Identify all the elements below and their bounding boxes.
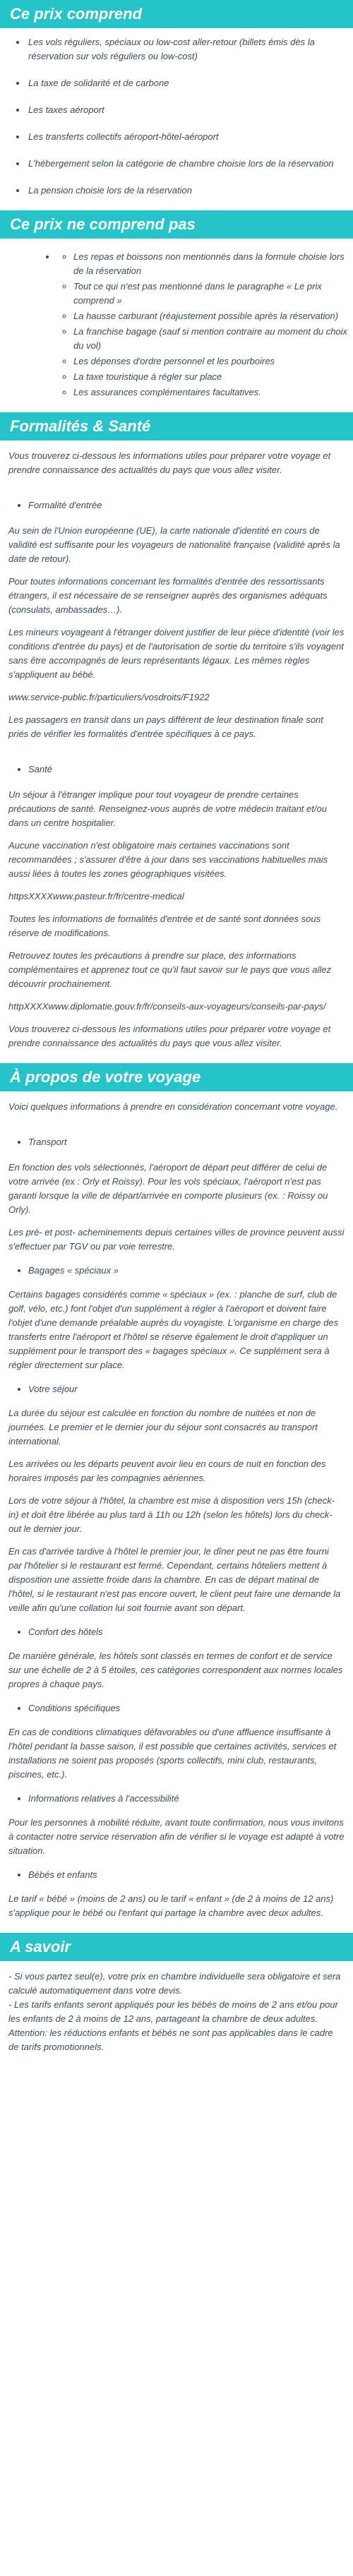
- formalities-banner: [0, 412, 353, 441]
- health-link[interactable]: httpsXXXXwww.pasteur.fr/fr/centre-medical: [8, 891, 184, 901]
- about-banner: [0, 1063, 353, 1091]
- entry-paragraph: Les mineurs voyageant à l'étranger doivent justifier de leur pièce d'identité (voir les conditions d'entrée du pays) et de l'autorisation de sortie du territoire s'ils voyagent sans être accompagnés de leurs représentants légaux. Les mêmes règles s'appliquent au bébé.: [8, 627, 345, 680]
- list-item: ◦ La hausse carburant (réajustement possible après la réservation): [73, 309, 353, 323]
- list-item: ◦ La taxe touristique à régler sur place: [73, 370, 353, 384]
- entry-paragraph: Les passagers en transit dans un pays différent de leur destination finale sont priés de vérifier les formalités d'entrée spécifiques à ce pays.: [8, 714, 323, 739]
- transport-heading: Transport: [28, 1137, 67, 1147]
- health-paragraph: Aucune vaccination n'est obligatoire mais certaines vaccinations sont recommandées ; s'assurer d'être à jour dans ses vaccinations habituelles mais aussi liées à toutes les zones géographiques visitées.: [8, 840, 328, 879]
- excluded-title: Ce prix ne comprend pas: [10, 215, 196, 233]
- transport-paragraph: Les pré- et post- acheminements depuis certaines villes de province peuvent aussi s'effectuer par TGV ou par voie terrestre.: [8, 1227, 345, 1252]
- health-link[interactable]: httpXXXXwww.diplomatie.gouv.fr/fr/conseils-aux-voyageurs/conseils-par-pays/: [8, 1001, 326, 1012]
- stay-paragraph: Lors de votre séjour à l'hôtel, la chambre est mise à disposition vers 15h (check-in) et doit être libérée au plus tard à 11h ou 12h (selon les hôtels) lors du check-out le dernier jour.: [8, 1495, 335, 1534]
- included-title: Ce prix comprend: [10, 5, 143, 23]
- excluded-outer-list: [0, 250, 353, 400]
- list-item: ◦ La franchise bagage (sauf si mention contraire au moment du choix du vol): [73, 325, 353, 353]
- list-item: • Les vols réguliers, spéciaux ou low-cost aller-retour (billets émis dès la réservation sur vols réguliers ou low-cost): [27, 35, 353, 64]
- health-paragraph: Un séjour à l'étranger implique pour tout voyageur de prendre certaines précautions de santé. Renseignez-vous auprès de votre médecin traitant et/ou dans un centre hospitalier.: [8, 789, 327, 828]
- know-paragraph: - Si vous partez seul(e), votre prix en chambre individuelle sera obligatoire et sera calculé automatiquement dans votre devis. - Les tarifs enfants seront appliqués pour les bébés de moins de 2 ans et/ou pour les enfants de 2 à moins de 12 ans, partageant la chambre de deux adultes. Attention: les réductions enfants et bébés ne sont pas applicables dans le cadre de tarifs promotionnels.: [8, 1971, 341, 2052]
- stay-paragraph: Les arrivées ou les départs peuvent avoir lieu en cours de nuit en fonction des horaires imposés par les compagnies aériennes.: [8, 1458, 326, 1483]
- transport-paragraph: En fonction des vols sélectionnés, l'aéroport de départ peut différer de celui de votre arrivée (ex : Orly et Roissy). Pour les vols spéciaux, l'aéroport n'est pas garanti lorsque la ville de départ/arrivée en comporte plusieurs (ex. : Roissy ou Orly).: [8, 1162, 328, 1215]
- list-item: • La taxe de solidarité et de carbone: [27, 76, 353, 90]
- stay-paragraph: En cas d'arrivée tardive à l'hôtel le premier jour, le dîner peut ne pas être fourni par l'hôtelier si le restaurant est fermé. Cependant, certains hôteliers mettent à disposition une assiette froide dans la chambre. En cas de départ matinal de l'hôtel, si le restaurant n'est pas encore ouvert, le client peut faire une demande la veille afin qu'une collation lui soit fournie avant son départ.: [8, 1546, 341, 1613]
- list-item: ◦ • Les repas et boissons non mentionnés dans la formule choisie lors de la réservation: [73, 250, 353, 278]
- health-paragraph: Toutes les informations de formalités d'entrée et de santé sont données sous réserve de modifications.: [8, 913, 321, 938]
- formalities-title: Formalités & Santé: [10, 417, 151, 435]
- list-item: ◦ Les dépenses d'ordre personnel et les pourboires: [73, 354, 353, 369]
- know-banner: [0, 1933, 353, 1961]
- list-item: • La pension choisie lors de la réservation: [27, 184, 353, 198]
- list-item: • Les taxes aéroport: [27, 103, 353, 117]
- conditions-heading: Conditions spécifiques: [28, 1703, 121, 1713]
- baggage-heading: Bagages « spéciaux »: [28, 1265, 119, 1276]
- entry-paragraph: Au sein de l'Union européenne (UE), la carte nationale d'identité en cours de validité est suffisante pour les voyageurs de nationalité française (validité après la date de retour).: [8, 525, 340, 564]
- comfort-paragraph: De manière générale, les hôtels sont classés en termes de confort et de service sur une échelle de 2 à 5 étoiles, ces catégories correspondent aux normes locales propres à chaque pays.: [8, 1651, 343, 1689]
- excluded-banner: [0, 210, 353, 239]
- conditions-paragraph: En cas de conditions climatiques défavorables ou d'une affluence insuffisante à l'hôtel pendant la basse saison, il est possible que certaines activités, services et installations ne soient pas proposés (sports collectifs, mini club, restaurants, piscines, etc.).: [8, 1727, 337, 1780]
- list-item: • L'hébergement selon la catégorie de chambre choisie lors de la réservation: [27, 157, 353, 171]
- entry-paragraph: Pour toutes informations concernant les formalités d'entrée des ressortissants étrangers, il est nécessaire de se renseigner auprès des organismes adéquats (consulats, ambassades…).: [8, 576, 328, 615]
- stay-paragraph: La durée du séjour est calculée en fonction du nombre de nuitées et non de journées. Le premier et le dernier jour du séjour sont consacrés au transport international.: [8, 1408, 318, 1446]
- babies-paragraph: Le tarif « bébé » (moins de 2 ans) ou le tarif « enfant » (de 2 à moins de 12 ans) s'applique pour le bébé ou l'enfant qui partage la chambre avec deux adultes.: [8, 1893, 334, 1918]
- entry-heading: Formalité d'entrée: [28, 500, 102, 510]
- included-list: [0, 35, 353, 198]
- excluded-list: [56, 250, 353, 400]
- excluded-outer-item: [56, 250, 353, 400]
- accessibility-heading: Informations relatives à l'accessibilité: [28, 1793, 179, 1804]
- about-intro: Voici quelques informations à prendre en considération concernant votre voyage.: [8, 1101, 338, 1112]
- list-item: ◦ Tout ce qui n'est pas mentionné dans le paragraphe « Le prix comprend »: [73, 280, 353, 308]
- accessibility-paragraph: Pour les personnes à mobilité réduite, avant toute confirmation, nous vous invitons à contacter notre service réservation afin de vérifier si le voyage est adapté à votre situation.: [8, 1817, 345, 1856]
- list-item: • Les transferts collectifs aéroport-hôtel-aéroport: [27, 130, 353, 144]
- about-title: À propos de votre voyage: [10, 1068, 201, 1086]
- list-item: ◦ Les assurances complémentaires facultatives.: [73, 385, 353, 400]
- health-heading: Santé: [28, 764, 52, 774]
- baggage-paragraph: Certains bagages considérés comme « spéciaux » (ex. : planche de surf, club de golf, vélo, etc.) font l'objet d'un supplément à régler à l'aéroport et doivent faire l'objet d'une demande préalable auprès du voyagiste. L'organisme en charge des transferts entre l'aéroport et l'hôtel se réserve également le droit d'appliquer un supplément pour le transport des « bagages spéciaux ». Ce supplément sera à régler directement sur place.: [8, 1289, 339, 1370]
- comfort-heading: Confort des hôtels: [28, 1627, 103, 1637]
- formalities-intro: Vous trouverez ci-dessous les informations utiles pour préparer votre voyage et prendre connaissance des actualités du pays que vous allez visiter.: [8, 450, 331, 475]
- stay-heading: Votre séjour: [28, 1384, 78, 1394]
- babies-heading: Bébés et enfants: [28, 1869, 97, 1880]
- health-paragraph: Vous trouverez ci-dessous les informations utiles pour préparer votre voyage et prendre connaissance des actualités du pays que vous allez visiter.: [8, 1024, 331, 1048]
- included-banner: [0, 0, 353, 28]
- know-title: A savoir: [10, 1938, 71, 1955]
- entry-link[interactable]: www.service-public.fr/particuliers/vosdroits/F1922: [8, 692, 210, 702]
- health-paragraph: Retrouvez toutes les précautions à prendre sur place, des informations complémentaires et apprenez tout ce qu'il faut savoir sur le pays que vous allez découvrir prochainement.: [8, 950, 332, 989]
